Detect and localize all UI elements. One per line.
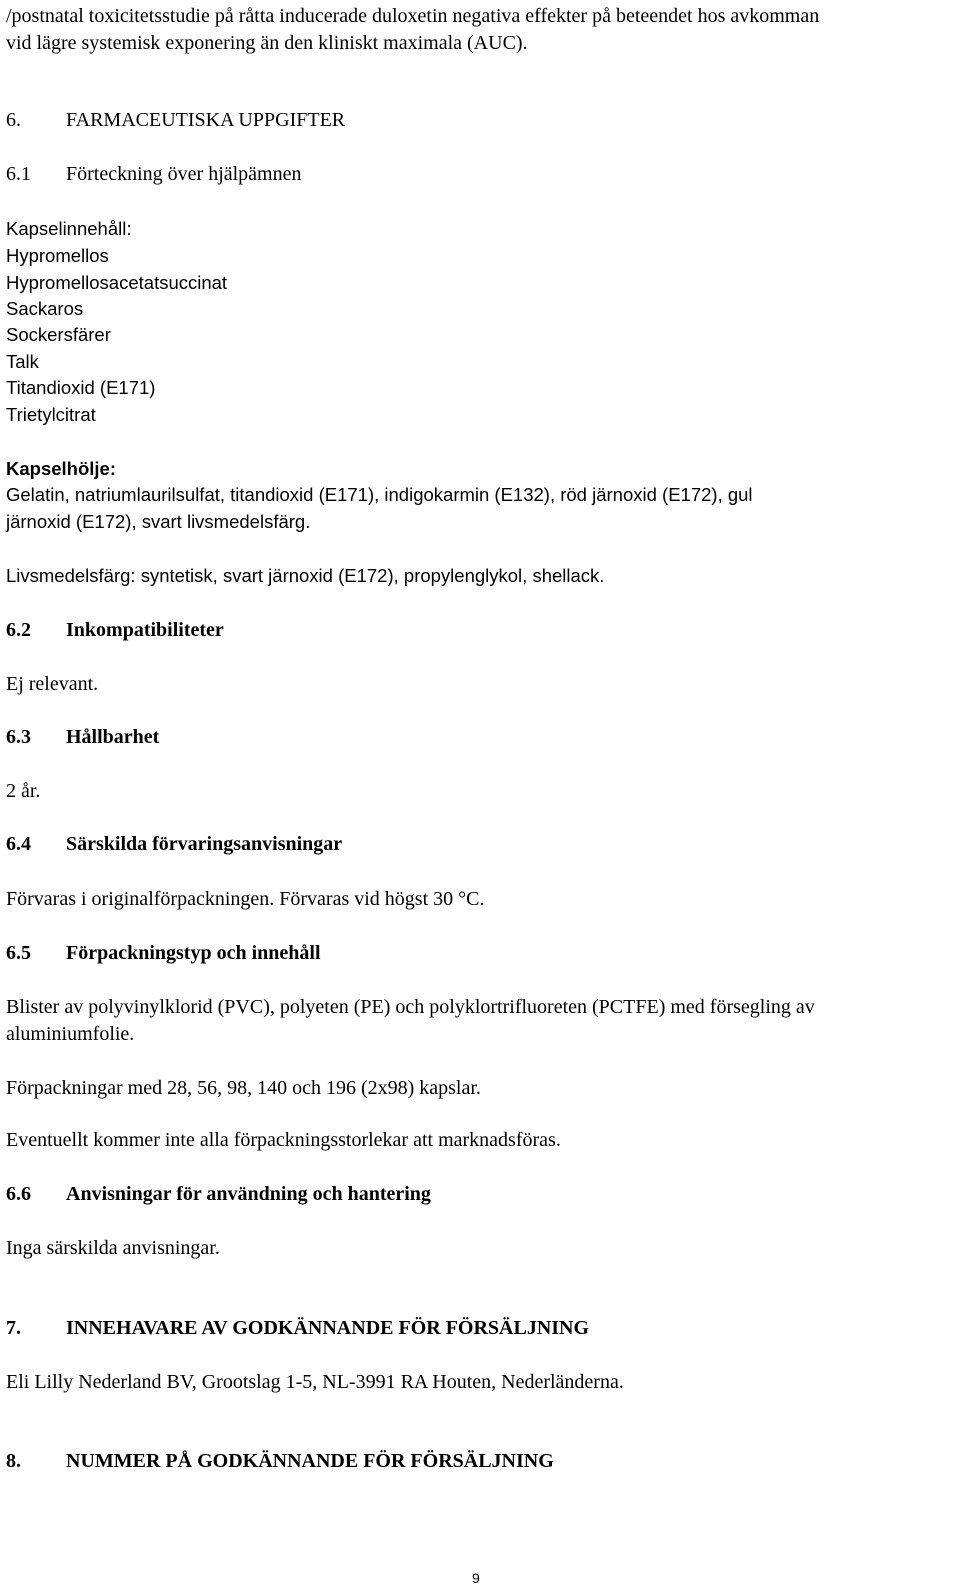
- page-number: 9: [472, 1570, 480, 1586]
- excipient-item: Talk: [6, 351, 39, 372]
- section-6-1-number: 6.1: [6, 163, 31, 185]
- section-6-5-para-1-line-2: aluminiumfolie.: [6, 1023, 135, 1045]
- section-6-2-number: 6.2: [6, 619, 31, 641]
- section-6-5-para-2: Förpackningar med 28, 56, 98, 140 och 196 (2x98) kapslar.: [6, 1077, 481, 1099]
- excipient-item: Sockersfärer: [6, 324, 111, 345]
- excipient-item: Hypromellos: [6, 245, 109, 266]
- section-8-title: NUMMER PÅ GODKÄNNANDE FÖR FÖRSÄLJNING: [66, 1450, 554, 1472]
- capsule-shell-heading: Kapselhölje:: [6, 458, 116, 479]
- excipient-item: Trietylcitrat: [6, 404, 96, 425]
- section-8-number: 8.: [6, 1450, 21, 1472]
- section-7-number: 7.: [6, 1317, 21, 1339]
- ink-text: Livsmedelsfärg: syntetisk, svart järnoxid (E172), propylenglykol, shellack.: [6, 565, 605, 586]
- section-7-text: Eli Lilly Nederland BV, Grootslag 1-5, NL-3991 RA Houten, Nederländerna.: [6, 1371, 624, 1393]
- section-6-6-text: Inga särskilda anvisningar.: [6, 1237, 220, 1259]
- section-6-2-title: Inkompatibiliteter: [66, 619, 224, 641]
- capsule-shell-line-1: Gelatin, natriumlaurilsulfat, titandioxid (E171), indigokarmin (E132), röd järnoxid (E172), gul: [6, 484, 753, 505]
- section-6-1-title: Förteckning över hjälpämnen: [66, 163, 302, 185]
- excipient-item: Titandioxid (E171): [6, 377, 156, 398]
- capsule-shell-line-2: järnoxid (E172), svart livsmedelsfärg.: [6, 511, 311, 532]
- section-6-6-number: 6.6: [6, 1183, 31, 1205]
- section-6-title: FARMACEUTISKA UPPGIFTER: [66, 109, 346, 131]
- section-6-3-title: Hållbarhet: [66, 726, 160, 748]
- intro-line-2: vid lägre systemisk exponering än den kliniskt maximala (AUC).: [6, 32, 528, 54]
- section-6-4-text: Förvaras i originalförpackningen. Förvaras vid högst 30 °C.: [6, 888, 485, 910]
- section-6-3-text: 2 år.: [6, 780, 41, 802]
- section-6-5-title: Förpackningstyp och innehåll: [66, 942, 321, 964]
- section-6-3-number: 6.3: [6, 726, 31, 748]
- intro-line-1: /postnatal toxicitetsstudie på råtta inducerade duloxetin negativa effekter på beteendet hos avkomman: [6, 5, 820, 27]
- section-6-number: 6.: [6, 109, 21, 131]
- section-6-5-number: 6.5: [6, 942, 31, 964]
- section-6-2-text: Ej relevant.: [6, 673, 99, 695]
- section-6-4-title: Särskilda förvaringsanvisningar: [66, 833, 343, 855]
- section-6-6-title: Anvisningar för användning och hantering: [66, 1183, 431, 1205]
- section-6-5-para-1-line-1: Blister av polyvinylklorid (PVC), polyeten (PE) och polyklortrifluoreten (PCTFE) med försegling av: [6, 996, 815, 1018]
- section-6-4-number: 6.4: [6, 833, 31, 855]
- excipient-item: Sackaros: [6, 298, 84, 319]
- section-7-title: INNEHAVARE AV GODKÄNNANDE FÖR FÖRSÄLJNING: [66, 1317, 590, 1339]
- excipient-item: Hypromellosacetatsuccinat: [6, 272, 228, 293]
- section-6-5-para-3: Eventuellt kommer inte alla förpackningsstorlekar att marknadsföras.: [6, 1129, 561, 1151]
- capsule-content-heading: Kapselinnehåll:: [6, 218, 132, 239]
